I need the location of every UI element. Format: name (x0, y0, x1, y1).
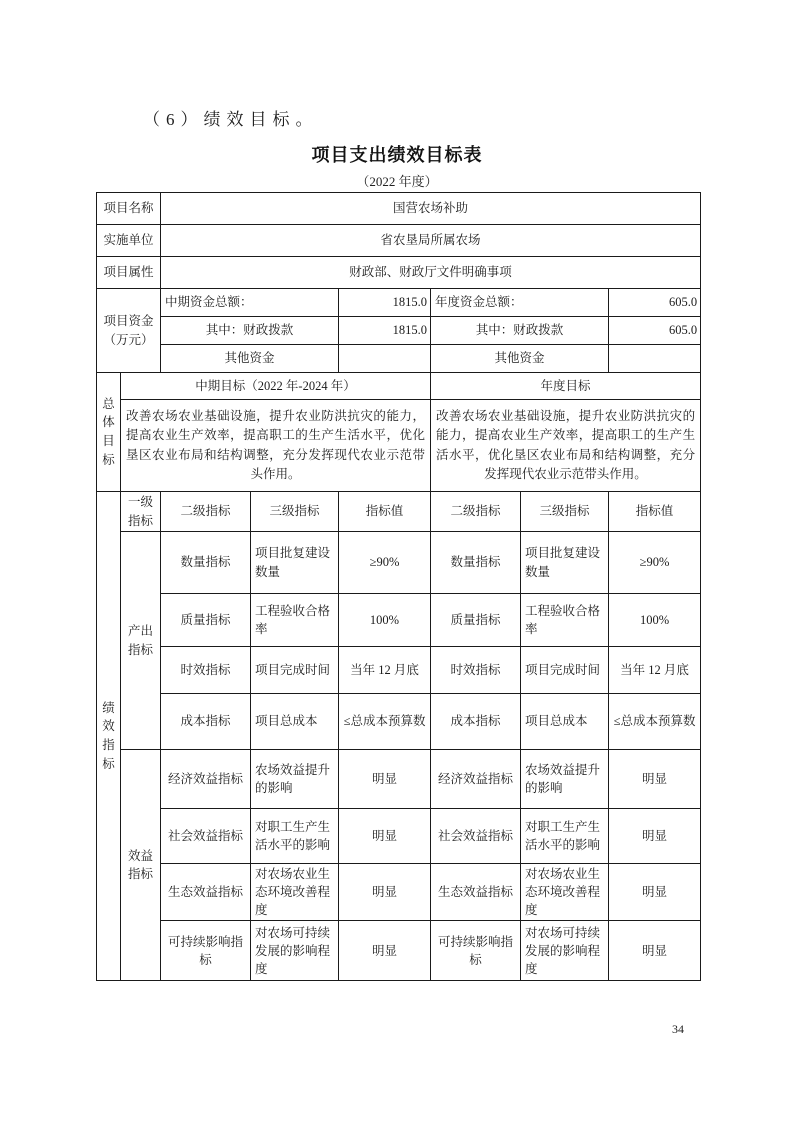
goal-mid-header: 中期目标（2022 年-2024 年） (121, 373, 431, 400)
perf-value-mid: 明显 (339, 809, 431, 864)
funds-annual-total-value: 605.0 (609, 289, 701, 317)
perf-value-mid: 100% (339, 594, 431, 647)
perf-value-annual: ≥90% (609, 532, 701, 594)
funds-mid-fiscal-label: 其中：财政拨款 (161, 317, 339, 345)
implement-unit-value: 省农垦局所属农场 (161, 225, 701, 257)
perf-row-ecological (97, 864, 701, 921)
perf-l2-mid: 数量指标 (161, 532, 251, 594)
perf-value-mid: ≤总成本预算数 (339, 694, 431, 750)
perf-l2-mid: 成本指标 (161, 694, 251, 750)
perf-l3-annual: 农场效益提升的影响 (521, 750, 609, 809)
perf-value-mid: ≥90% (339, 532, 431, 594)
perf-value-annual: 100% (609, 594, 701, 647)
funds-mid-other-value (339, 345, 431, 373)
row-funds-total (97, 289, 701, 317)
header-level3-mid: 三级指标 (251, 492, 339, 532)
perf-row-timeliness (97, 647, 701, 694)
perf-l3-mid: 对农场可持续发展的影响程度 (251, 921, 339, 981)
perf-value-annual: 明显 (609, 921, 701, 981)
perf-l3-mid: 对职工生产生活水平的影响 (251, 809, 339, 864)
funds-mid-other-label: 其他资金 (161, 345, 339, 373)
perf-l2-mid: 时效指标 (161, 647, 251, 694)
funds-annual-total-label: 年度资金总额： (431, 289, 609, 317)
perf-l2-annual: 时效指标 (431, 647, 521, 694)
funds-mid-total-label: 中期资金总额： (161, 289, 339, 317)
perf-l3-mid: 对农场农业生态环境改善程度 (251, 864, 339, 921)
perf-value-annual: 当年 12 月底 (609, 647, 701, 694)
row-funds-fiscal (97, 317, 701, 345)
perf-l2-annual: 质量指标 (431, 594, 521, 647)
perf-l2-annual: 社会效益指标 (431, 809, 521, 864)
funds-annual-other-value (609, 345, 701, 373)
perf-value-mid: 明显 (339, 921, 431, 981)
goal-annual-text: 改善农场农业基础设施，提升农业防洪抗灾的能力，提高农业生产效率，提高职工的生产生活水平，优化垦区农业布局和结构调整，充分发挥现代农业示范带头作用。 (431, 400, 701, 492)
header-value-annual: 指标值 (609, 492, 701, 532)
perf-l2-mid: 可持续影响指标 (161, 921, 251, 981)
row-perf-header (97, 492, 701, 532)
perf-row-social (97, 809, 701, 864)
perf-l2-annual: 可持续影响指标 (431, 921, 521, 981)
project-attr-label: 项目属性 (97, 257, 161, 289)
perf-l3-annual: 对职工生产生活水平的影响 (521, 809, 609, 864)
perf-l2-mid: 社会效益指标 (161, 809, 251, 864)
group-output-label: 产出指标 (121, 532, 161, 750)
perf-l3-annual: 项目批复建设数量 (521, 532, 609, 594)
perf-l2-annual: 生态效益指标 (431, 864, 521, 921)
perf-value-annual: 明显 (609, 750, 701, 809)
perf-l3-mid: 工程验收合格率 (251, 594, 339, 647)
row-funds-other (97, 345, 701, 373)
header-value-mid: 指标值 (339, 492, 431, 532)
group-benefit-label: 效益指标 (121, 750, 161, 981)
section-heading: （6）绩效目标。 (143, 110, 319, 129)
performance-label: 绩效指标 (97, 492, 121, 981)
perf-l3-annual: 工程验收合格率 (521, 594, 609, 647)
row-project-name (97, 193, 701, 225)
perf-value-annual: 明显 (609, 809, 701, 864)
row-goal-content (97, 400, 701, 492)
implement-unit-label: 实施单位 (97, 225, 161, 257)
perf-row-sustainable (97, 921, 701, 981)
funds-annual-fiscal-value: 605.0 (609, 317, 701, 345)
funds-annual-other-label: 其他资金 (431, 345, 609, 373)
perf-l3-mid: 农场效益提升的影响 (251, 750, 339, 809)
perf-l2-annual: 成本指标 (431, 694, 521, 750)
goal-annual-header: 年度目标 (431, 373, 701, 400)
perf-l3-mid: 项目完成时间 (251, 647, 339, 694)
project-name-label: 项目名称 (97, 193, 161, 225)
page-number: 34 (672, 1022, 684, 1036)
perf-l2-annual: 数量指标 (431, 532, 521, 594)
funds-mid-total-value: 1815.0 (339, 289, 431, 317)
perf-value-annual: ≤总成本预算数 (609, 694, 701, 750)
perf-value-mid: 明显 (339, 750, 431, 809)
perf-l3-mid: 项目总成本 (251, 694, 339, 750)
perf-l2-annual: 经济效益指标 (431, 750, 521, 809)
funds-label: 项目资金（万元） (97, 289, 161, 373)
perf-row-economic (97, 750, 701, 809)
header-level3-annual: 三级指标 (521, 492, 609, 532)
perf-l2-mid: 生态效益指标 (161, 864, 251, 921)
table-title: 项目支出绩效目标表 (311, 145, 483, 165)
perf-row-cost (97, 694, 701, 750)
table-subtitle: （2022 年度） (356, 174, 438, 189)
overall-goal-label: 总体目标 (97, 373, 121, 492)
performance-target-table (96, 192, 701, 981)
row-goal-headers (97, 373, 701, 400)
perf-l3-annual: 对农场农业生态环境改善程度 (521, 864, 609, 921)
perf-l3-mid: 项目批复建设数量 (251, 532, 339, 594)
funds-annual-fiscal-label: 其中：财政拨款 (431, 317, 609, 345)
perf-row-quality (97, 594, 701, 647)
perf-l2-mid: 经济效益指标 (161, 750, 251, 809)
project-attr-value: 财政部、财政厅文件明确事项 (161, 257, 701, 289)
perf-l3-annual: 项目总成本 (521, 694, 609, 750)
perf-value-annual: 明显 (609, 864, 701, 921)
header-level2-mid: 二级指标 (161, 492, 251, 532)
funds-mid-fiscal-value: 1815.0 (339, 317, 431, 345)
goal-mid-text: 改善农场农业基础设施，提升农业防洪抗灾的能力，提高农业生产效率，提高职工的生产生活水平，优化垦区农业布局和结构调整，充分发挥现代农业示范带头作用。 (121, 400, 431, 492)
row-project-attr (97, 257, 701, 289)
header-level2-annual: 二级指标 (431, 492, 521, 532)
perf-l2-mid: 质量指标 (161, 594, 251, 647)
project-name-value: 国营农场补助 (161, 193, 701, 225)
perf-row-quantity (97, 532, 701, 594)
perf-value-mid: 当年 12 月底 (339, 647, 431, 694)
perf-l3-annual: 项目完成时间 (521, 647, 609, 694)
header-level1: 一级指标 (121, 492, 161, 532)
row-implement-unit (97, 225, 701, 257)
perf-value-mid: 明显 (339, 864, 431, 921)
perf-l3-annual: 对农场可持续发展的影响程度 (521, 921, 609, 981)
